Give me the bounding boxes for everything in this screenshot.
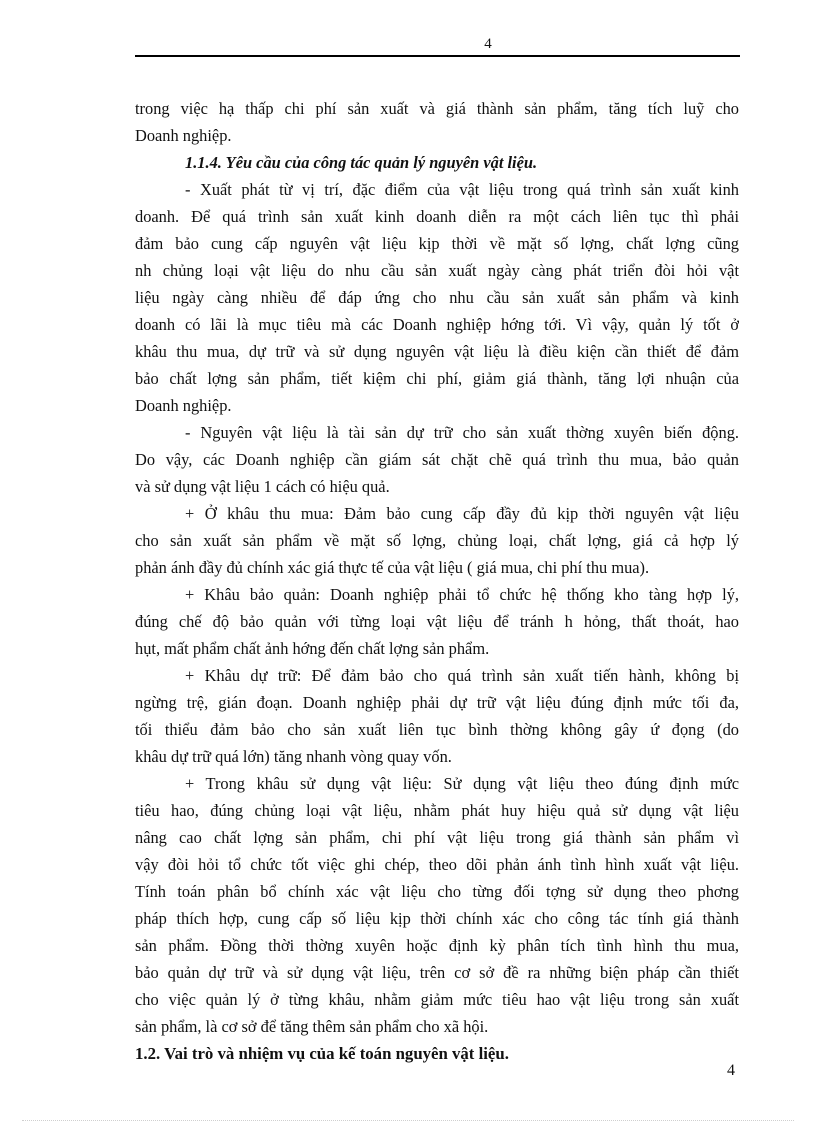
text-line: khâu dự trữ quá lớn) tăng nhanh vòng quay vốn.: [135, 747, 452, 766]
text-line: phản ánh đầy đủ chính xác giá thực tế của vật liệu ( giá mua, chi phí thu mua).: [135, 558, 650, 577]
text-line: pháp thích hợp, cung cấp số liệu kịp thời chính xác cho công tác tính giá thành: [135, 909, 739, 928]
footer-page-number: 4: [727, 1062, 735, 1079]
text-line: Doanh nghiệp.: [135, 126, 232, 145]
text-line: - Xuất phát từ vị trí, đặc điểm của vật liệu trong quá trình sản xuất kinh: [185, 180, 739, 199]
text-line: cho sản xuất sản phẩm về mặt số lợng, chủng loại, chất lợng, giá cả hợp lý: [135, 531, 739, 550]
header-page-number: 4: [484, 36, 492, 52]
text-line: hụt, mất phẩm chất ảnh hớng đến chất lợng sản phẩm.: [135, 639, 490, 658]
text-line: đảm bảo cung cấp nguyên vật liệu kịp thời về mặt số lợng, chất lợng cũng: [135, 234, 739, 253]
text-line: Tính toán phân bổ chính xác vật liệu cho từng đối tợng sử dụng theo phơng: [135, 882, 739, 901]
text-line: + Ở khâu thu mua: Đảm bảo cung cấp đầy đủ kịp thời nguyên vật liệu: [185, 504, 739, 523]
text-line: nâng cao chất lợng sản phẩm, chi phí vật liệu trong giá thành sản phẩm vì: [135, 828, 739, 847]
text-line: vậy đòi hỏi tổ chức tốt việc ghi chép, theo dõi phản ánh tình hình xuất vật liệu.: [135, 855, 739, 874]
text-line: và sử dụng vật liệu 1 cách có hiệu quả.: [135, 477, 390, 496]
page-bottom-divider: [22, 1120, 794, 1121]
section-heading: 1.2. Vai trò và nhiệm vụ của kế toán nguyên vật liệu.: [135, 1044, 509, 1063]
section-subheading: 1.1.4. Yêu cầu của công tác quản lý nguyên vật liệu.: [185, 153, 538, 172]
text-line: Do vậy, các Doanh nghiệp cần giám sát chặt chẽ quá trình thu mua, bảo quản: [135, 450, 739, 469]
text-line: + Khâu bảo quản: Doanh nghiệp phải tổ chức hệ thống kho tàng hợp lý,: [185, 585, 739, 604]
text-line: doanh có lãi là mục tiêu mà các Doanh nghiệp hớng tới. Vì vậy, quản lý tốt ở: [135, 315, 739, 334]
text-line: sản phẩm. Đồng thời thờng xuyên hoặc định kỳ phân tích tình hình thu mua,: [135, 936, 739, 955]
text-line: - Nguyên vật liệu là tài sản dự trữ cho sản xuất thờng xuyên biến động.: [185, 423, 739, 442]
text-line: sản phẩm, là cơ sở để tăng thêm sản phẩm cho xã hội.: [135, 1017, 489, 1036]
text-line: trong việc hạ thấp chi phí sản xuất và giá thành sản phẩm, tăng tích luỹ cho: [135, 99, 739, 118]
text-line: Doanh nghiệp.: [135, 396, 232, 415]
text-line: nh chủng loại vật liệu do nhu cầu sản xuất ngày càng phát triển đòi hỏi vật: [135, 261, 739, 280]
text-line: + Khâu dự trữ: Để đảm bảo cho quá trình sản xuất tiến hành, không bị: [185, 666, 739, 685]
text-line: bảo chất lợng sản phẩm, tiết kiệm chi phí, giảm giá thành, tăng lợi nhuận của: [135, 369, 739, 388]
text-line: tối thiểu đảm bảo cho sản xuất liên tục bình thờng không gây ứ đọng (do: [135, 720, 739, 739]
text-line: doanh. Để quá trình sản xuất kinh doanh diễn ra một cách liên tục thì phải: [135, 207, 739, 226]
text-line: cho việc quản lý ở từng khâu, nhằm giảm mức tiêu hao vật liệu trong sản xuất: [135, 990, 739, 1009]
header-rule: [135, 55, 740, 57]
body-text: [135, 95, 739, 1067]
text-line: khâu thu mua, dự trữ và sử dụng nguyên vật liệu là điều kiện cần thiết để đảm: [135, 342, 739, 361]
text-line: tiêu hao, đúng chủng loại vật liệu, nhằm phát huy hiệu quả sử dụng vật liệu: [135, 801, 739, 820]
text-line: bảo quản dự trữ và sử dụng vật liệu, trên cơ sở đề ra những biện pháp cần thiết: [135, 963, 739, 982]
text-line: đúng chế độ bảo quản với từng loại vật liệu để tránh h hỏng, thất thoát, hao: [135, 612, 739, 631]
text-line: + Trong khâu sử dụng vật liệu: Sử dụng vật liệu theo đúng định mức: [185, 774, 739, 793]
text-line: liệu ngày càng nhiều để đáp ứng cho nhu cầu sản xuất sản phẩm và kinh: [135, 288, 739, 307]
text-line: ngừng trệ, gián đoạn. Doanh nghiệp phải dự trữ vật liệu đúng định mức tối đa,: [135, 693, 739, 712]
